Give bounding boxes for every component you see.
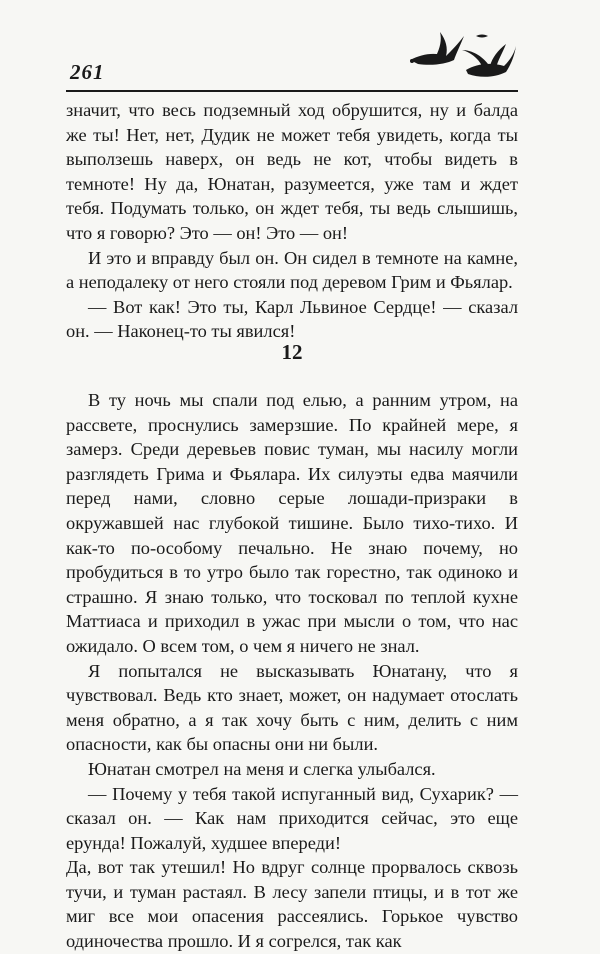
chapter-number: 12 <box>281 340 303 364</box>
paragraph: — Почему у тебя такой испуганный вид, Сухарик? — сказал он. — Как нам приходится сейчас, это еще ерунда! Пожалуй, худшее впереди! <box>66 783 518 853</box>
paragraph: Я попытался не высказывать Юнатану, что я чувствовал. Ведь кто знает, может, он надумает отослать меня обратно, а я так хочу быть с ним, делить с ним опасности, как бы опасны они ни были. <box>66 660 518 755</box>
text-section-2 <box>66 388 518 954</box>
page-number: 261 <box>70 60 105 84</box>
paragraph: В ту ночь мы спали под елью, а ранним утром, на рассвете, проснулись замерзшие. По крайней мере, я замерз. Среди деревьев повис туман, мы насилу могли разглядеть Грима и Фьялара. Их силуэты едва маячили перед нами, словно серые лошади-призраки в окружавшей нас глубокой тишине. Было тихо-тихо. И как-то по-особому печально. Не знаю почему, но пробудиться в то утро было так горестно, так одиноко и страшно. Я знаю только, что тосковал по теплой кухне Маттиаса и приходил в ужас при мысли о том, что нас ожидало. О всем том, о чем я ничего не знал. <box>66 390 518 656</box>
paragraph: Юнатан смотрел на меня и слегка улыбался. <box>88 758 436 779</box>
birds-icon <box>406 30 518 86</box>
header-rule <box>66 90 518 92</box>
page-header <box>66 30 518 92</box>
text-section-1 <box>66 98 518 344</box>
paragraph: Да, вот так утешил! Но вдруг солнце прорвалось сквозь тучи, и туман растаял. В лесу запели птицы, и в тот же миг все мои опасения рассеялись. Горькое чувство одиночества прошло. И я согрелся, так как <box>66 857 518 952</box>
paragraph: И это и вправду был он. Он сидел в темноте на камне, а неподалеку от него стояли под деревом Грим и Фьялар. <box>66 247 518 293</box>
paragraph: — Вот как! Это ты, Карл Львиное Сердце! — сказал он. — Наконец-то ты явился! <box>66 296 518 342</box>
paragraph: значит, что весь подземный ход обрушится, ну и балда же ты! Нет, нет, Дудик не может тебя увидеть, когда ты выползешь наверх, он ведь не кот, чтобы видеть в темноте! Ну да, Юнатан, разумеется, уже там и ждет тебя. Подумать только, он ждет тебя, ты ведь слышишь, что я говорю? Это — он! Это — он! <box>66 100 518 243</box>
